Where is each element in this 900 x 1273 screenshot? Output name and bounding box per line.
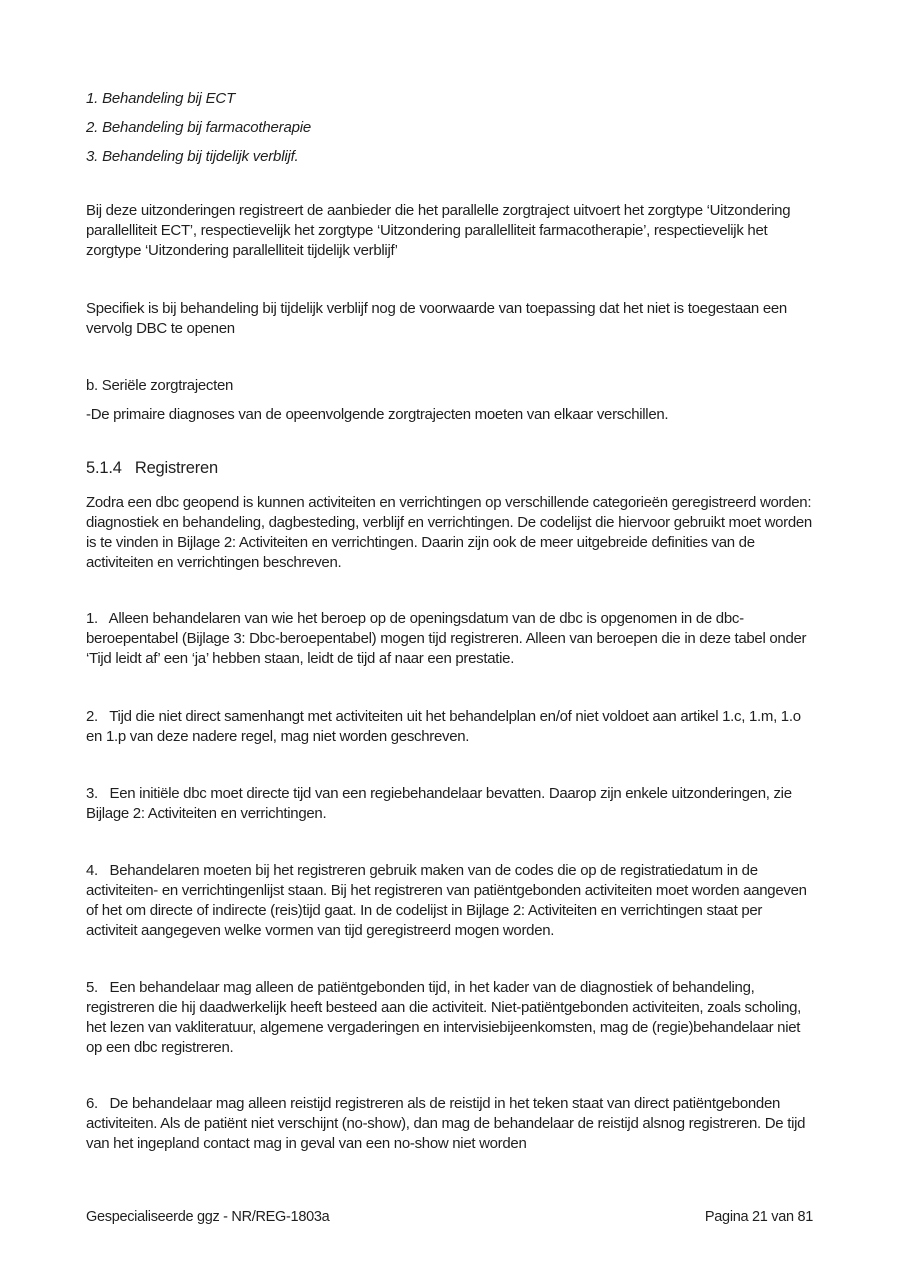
paragraph-exceptions: Bij deze uitzonderingen registreert de aanbieder die het parallelle zorgtraject uitvoert het zorgtype ‘Uitzondering parallelliteit ECT’, respectievelijk het zorgtype ‘Uitzondering parallelliteit farmacotherapie’, respectievelijk het zorgtype ‘Uitzondering parallelliteit tijdelijk verblijf’ [86, 202, 791, 259]
section-heading-5-1-4-registreren: 5.1.4 Registreren [86, 459, 218, 477]
intro-list-item-2: 2. Behandeling bij farmacotherapie [86, 119, 312, 136]
numbered-item-1: 1. Alleen behandelaren van wie het beroep op de openingsdatum van de dbc is opgenomen in de dbc-beroepentabel (Bijlage 3: Dbc-beroepentabel) mogen tijd registreren. Alleen van beroepen die in deze tabel onder ‘Tijd leidt af’ een ‘ja’ hebben staan, leidt de tijd af naar een prestatie. [86, 609, 811, 667]
subheading-seriele-zorgtrajecten: b. Seriële zorgtrajecten [86, 377, 234, 394]
line-primaire-diagnoses: -De primaire diagnoses van de opeenvolgende zorgtrajecten moeten van elkaar verschillen. [86, 406, 669, 423]
footer-page-number: Pagina 21 van 81 [704, 1209, 813, 1225]
numbered-item-4: 4. Behandelaren moeten bij het registreren gebruik maken van de codes die op de registratiedatum in de activiteiten- en verrichtingenlijst staan. Bij het registreren van patiëntgebonden activiteiten moet worden aangeven of het om directe of indirecte (reis)tijd gaat. In de codelijst in Bijlage 2: Activiteiten en verrichtingen staat per activiteit aangegeven welke vormen van tijd geregistreerd mogen worden. [86, 861, 811, 939]
numbered-item-3: 3. Een initiële dbc moet directe tijd van een regiebehandelaar bevatten. Daarop zijn enkele uitzonderingen, zie Bijlage 2: Activiteiten en verrichtingen. [86, 784, 796, 822]
paragraph-registreren-intro: Zodra een dbc geopend is kunnen activiteiten en verrichtingen op verschillende categorieën geregistreerd worden: diagnostiek en behandeling, dagbesteding, verblijf en verrichtingen. De codelijst die hiervoor gebruikt moet worden is te vinden in Bijlage 2: Activiteiten en verrichtingen. Daarin zijn ook de meer uitgebreide definities van de activiteiten en verrichtingen beschreven. [86, 493, 812, 571]
page-footer [86, 1208, 813, 1227]
intro-numbered-list [86, 84, 814, 171]
numbered-item-6: 6. De behandelaar mag alleen reistijd registreren als de reistijd in het teken staat van direct patiëntgebonden activiteiten. Als de patiënt niet verschijnt (no-show), dan mag de behandelaar de reistijd alsnog registreren. De tijd van het ingepland contact mag in geval van een no-show niet worden [86, 1094, 810, 1152]
numbered-item-5: 5. Een behandelaar mag alleen de patiëntgebonden tijd, in het kader van de diagnostiek of behandeling, registreren die hij daadwerkelijk heeft besteed aan die activiteit. Niet-patiëntgebonden activiteiten, zoals scholing, het lezen van vakliteratuur, algemene vergaderingen en intervisiebijeenkomsten, mag de (regie)behandelaar niet op een dbc registreren. [86, 978, 805, 1056]
footer-document-title: Gespecialiseerde ggz - NR/REG-1803a [86, 1209, 330, 1225]
numbered-item-2: 2. Tijd die niet direct samenhangt met activiteiten uit het behandelplan en/of niet voldoet aan artikel 1.c, 1.m, 1.o en 1.p van deze nadere regel, mag niet worden geschreven. [86, 707, 805, 745]
intro-list-item-3: 3. Behandeling bij tijdelijk verblijf. [86, 148, 299, 165]
intro-list-item-1: 1. Behandeling bij ECT [86, 90, 236, 107]
document-content-column [86, 0, 814, 1154]
paragraph-specifiek: Specifiek is bij behandeling bij tijdelijk verblijf nog de voorwaarde van toepassing dat het niet is toegestaan een vervolg DBC te openen [86, 300, 787, 337]
